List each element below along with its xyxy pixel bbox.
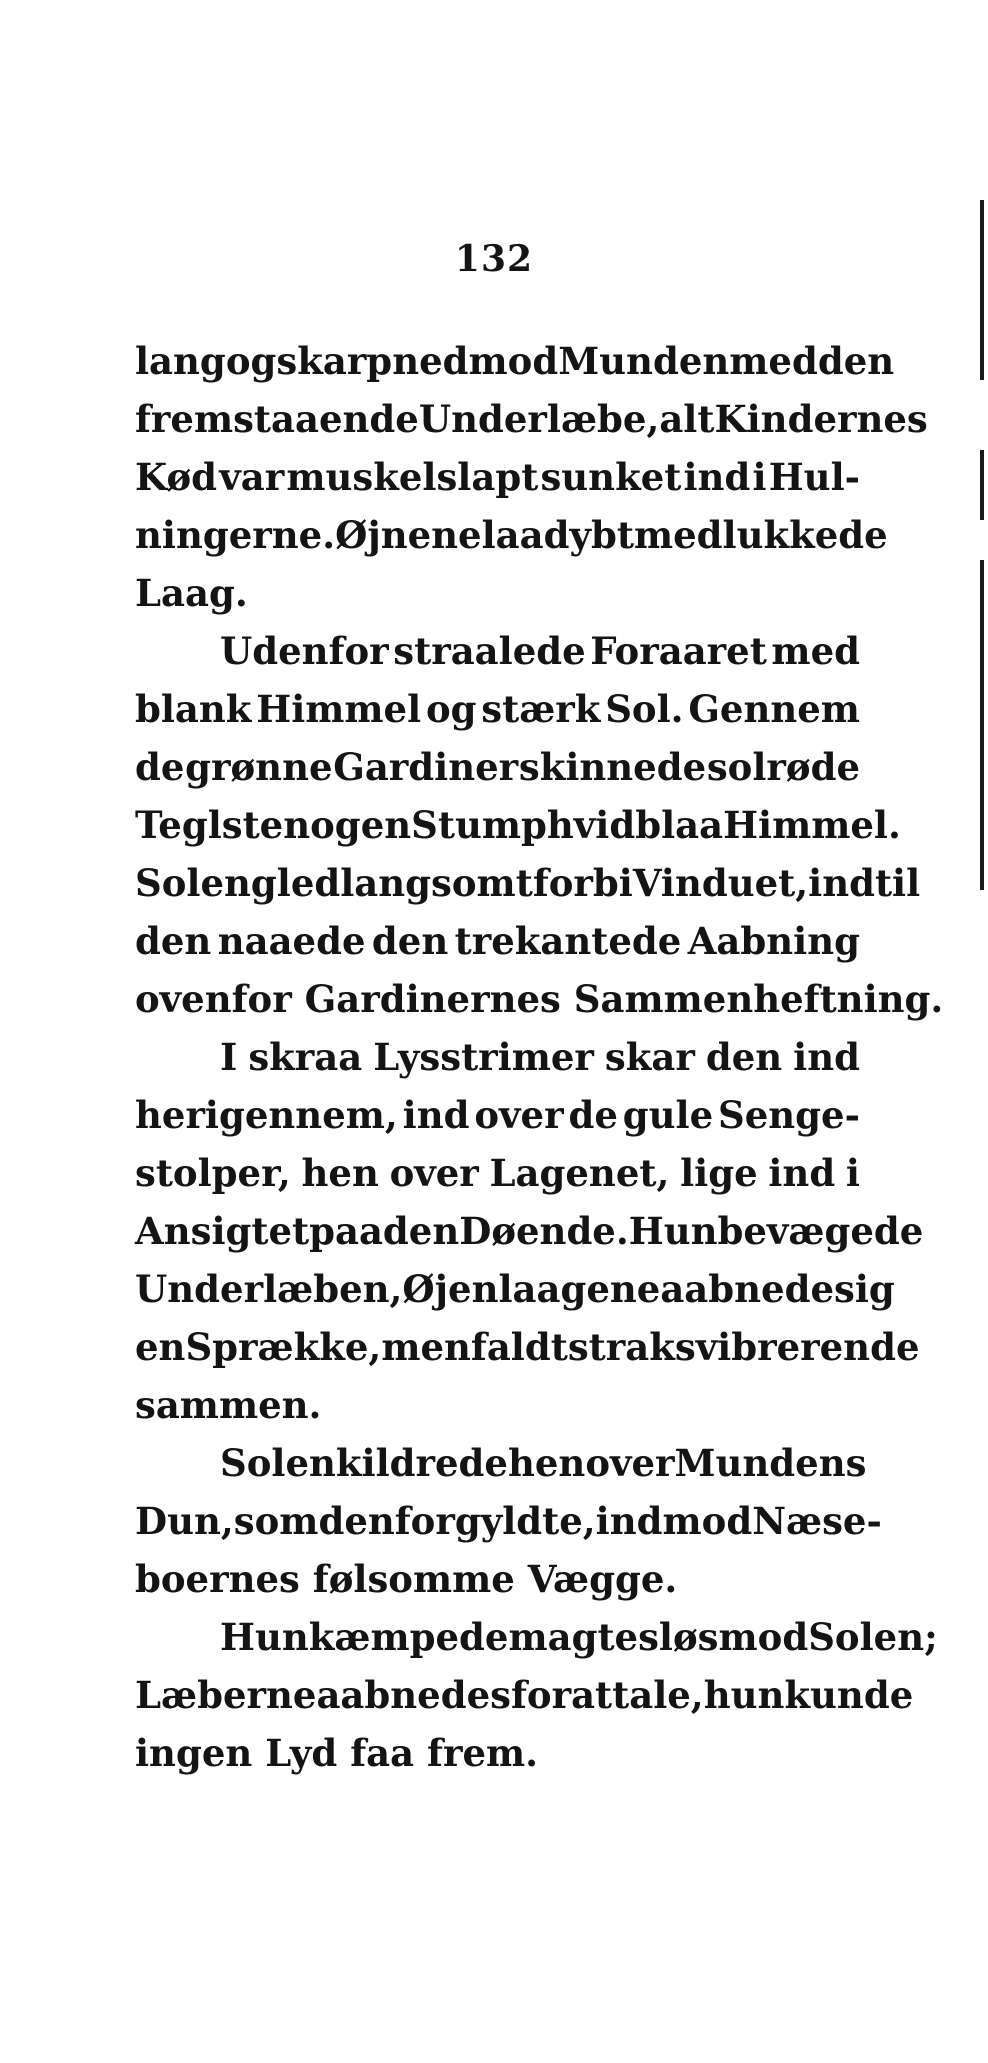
text-line: Laag.: [135, 571, 248, 615]
text-line: stolper, hen over Lagenet, lige ind i: [135, 1151, 860, 1195]
page-edge-mark: [980, 200, 984, 380]
text-line: ningerne. Øjnene laa dybt med lukkede: [135, 513, 888, 557]
text-line: I skraa Lysstrimer skar den ind: [220, 1035, 860, 1079]
text-line: den naaede den trekantede Aabning: [135, 919, 860, 963]
text-line: blank Himmel og stærk Sol. Gennem: [135, 687, 860, 731]
text-line: en Sprække, men faldt straks vibrerende: [135, 1325, 920, 1369]
text-line: Solen gled langsomt forbi Vinduet, indtil: [135, 861, 921, 905]
text-line: Udenfor straalede Foraaret med: [220, 629, 860, 673]
paragraph: [135, 1028, 924, 1434]
text-line: lang og skarp ned mod Munden med den: [135, 339, 895, 383]
paragraph: [135, 1434, 882, 1608]
page-edge-mark: [980, 560, 984, 890]
body-text: [135, 332, 944, 1782]
text-line: herigennem, ind over de gule Senge-: [135, 1093, 860, 1137]
paragraph: [135, 622, 944, 1028]
text-line: boernes følsomme Vægge.: [135, 1557, 678, 1601]
page-number: 132: [454, 238, 534, 280]
text-line: ovenfor Gardinernes Sammenheftning.: [135, 977, 944, 1021]
text-line: sammen.: [135, 1383, 322, 1427]
text-line: Hun kæmpede magtesløs mod Solen;: [220, 1615, 938, 1659]
paragraph: [135, 1608, 938, 1782]
text-line: de grønne Gardiner skinnede solrøde: [135, 745, 860, 789]
paragraph: [135, 332, 928, 622]
text-line: Underlæben, Øjenlaagene aabnede sig: [135, 1267, 895, 1311]
text-line: Dun, som den forgyldte, ind mod Næse-: [135, 1499, 882, 1543]
text-line: Kød var muskelslapt sunket ind i Hul-: [135, 455, 860, 499]
text-line: fremstaaende Underlæbe, alt Kindernes: [135, 397, 928, 441]
text-line: Læberne aabnedes for at tale, hun kunde: [135, 1673, 914, 1717]
text-line: Ansigtet paa den Døende. Hun bevægede: [135, 1209, 924, 1253]
page-edge-mark: [980, 450, 984, 520]
text-line: Teglsten og en Stump hvidblaa Himmel.: [135, 803, 901, 847]
text-line: ingen Lyd faa frem.: [135, 1731, 539, 1775]
text-line: Solen kildrede hen over Mundens: [220, 1441, 867, 1485]
